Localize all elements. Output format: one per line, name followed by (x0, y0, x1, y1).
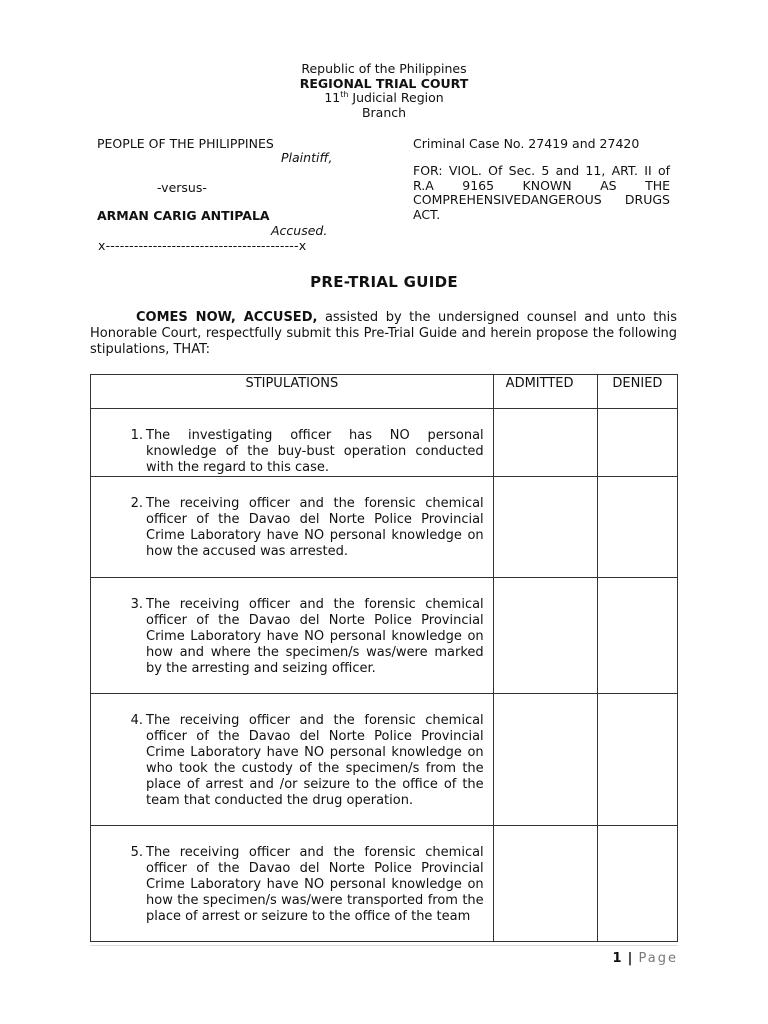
table-row (91, 826, 678, 942)
table-row (91, 578, 678, 694)
accused-name: ARMAN CARIG ANTIPALA (97, 208, 270, 223)
stipulation-cell (91, 578, 494, 694)
denied-cell[interactable] (597, 578, 677, 694)
accused-role: Accused. (271, 223, 328, 238)
denied-cell[interactable] (597, 409, 677, 477)
stipulation-text: The receiving officer and the forensic chemical officer of the Davao del Norte Police Provincial Crime Laboratory have NO personal knowledge on how the specimen/s was/were transported from the place of arrest or seizure to the office of the team (146, 845, 484, 924)
plaintiff-name: PEOPLE OF THE PHILIPPINES (97, 136, 274, 151)
table-header-row (91, 375, 678, 409)
stipulation-number: 3. (130, 597, 143, 612)
stipulation-text: The investigating officer has NO personal knowledge of the buy-bust operation conducted with the regard to this case. (146, 428, 484, 475)
page-footer (612, 951, 678, 966)
denied-cell[interactable] (597, 477, 677, 578)
page-number: 1 (612, 951, 622, 966)
stipulation-cell (91, 477, 494, 578)
intro-body: assisted by the undersigned counsel and unto this Honorable Court, respectfully submit this Pre-Trial Guide and herein propose the following stipulations, THAT: (90, 310, 677, 357)
header-denied: DENIED (597, 375, 677, 409)
judicial-region-line: 11th Judicial Region (324, 89, 444, 105)
stipulation-text: The receiving officer and the forensic chemical officer of the Davao del Norte Police Provincial Crime Laboratory have NO personal knowledge on who took the custody of the specimen/s from the place of arrest and /or seizure to the office of the team that conducted the drug operation. (146, 713, 484, 808)
denied-cell[interactable] (597, 826, 677, 942)
caption-separator: x-----------------------------------------x (98, 238, 307, 253)
stipulation-cell (91, 694, 494, 826)
table-row (91, 694, 678, 826)
admitted-cell[interactable] (493, 477, 597, 578)
branch-line: Branch (361, 104, 407, 120)
admitted-cell[interactable] (493, 694, 597, 826)
versus-label: -versus- (157, 180, 207, 195)
stipulation-number: 2. (130, 496, 143, 511)
admitted-cell[interactable] (493, 409, 597, 477)
footer-divider (90, 945, 678, 946)
stipulation-cell (91, 409, 494, 477)
plaintiff-role: Plaintiff, (281, 150, 333, 165)
stipulation-cell (91, 826, 494, 942)
intro-lead: COMES NOW, ACCUSED, (136, 310, 318, 325)
page-separator: | (627, 951, 633, 966)
table-row (91, 477, 678, 578)
court-name: REGIONAL TRIAL COURT (299, 75, 469, 91)
court-header (0, 62, 768, 120)
header-stipulations: STIPULATIONS (91, 375, 494, 409)
case-description: FOR: VIOL. Of Sec. 5 and 11, ART. II of R.A 9165 KNOWN AS THE COMPREHENSIVEDANGEROUS DRUGS ACT. (413, 163, 670, 222)
stipulations-table (90, 374, 678, 942)
page-label: Page (638, 951, 678, 966)
stipulation-number: 5. (130, 845, 143, 860)
admitted-cell[interactable] (493, 578, 597, 694)
intro-paragraph (90, 310, 677, 358)
document-title: PRE-TRIAL GUIDE (310, 273, 458, 291)
table-row (91, 409, 678, 477)
denied-cell[interactable] (597, 694, 677, 826)
header-admitted: ADMITTED (493, 375, 597, 409)
stipulation-text: The receiving officer and the forensic chemical officer of the Davao del Norte Police Provincial Crime Laboratory have NO personal knowledge on how the accused was arrested. (146, 496, 484, 559)
stipulation-text: The receiving officer and the forensic chemical officer of the Davao del Norte Police Provincial Crime Laboratory have NO personal knowledge on how and where the specimen/s was/were marked by the arresting and seizing officer. (146, 597, 484, 676)
stipulation-number: 4. (130, 713, 143, 728)
admitted-cell[interactable] (493, 826, 597, 942)
republic-line: Republic of the Philippines (301, 61, 467, 76)
stipulation-number: 1. (130, 428, 143, 443)
case-number: Criminal Case No. 27419 and 27420 (413, 136, 640, 151)
